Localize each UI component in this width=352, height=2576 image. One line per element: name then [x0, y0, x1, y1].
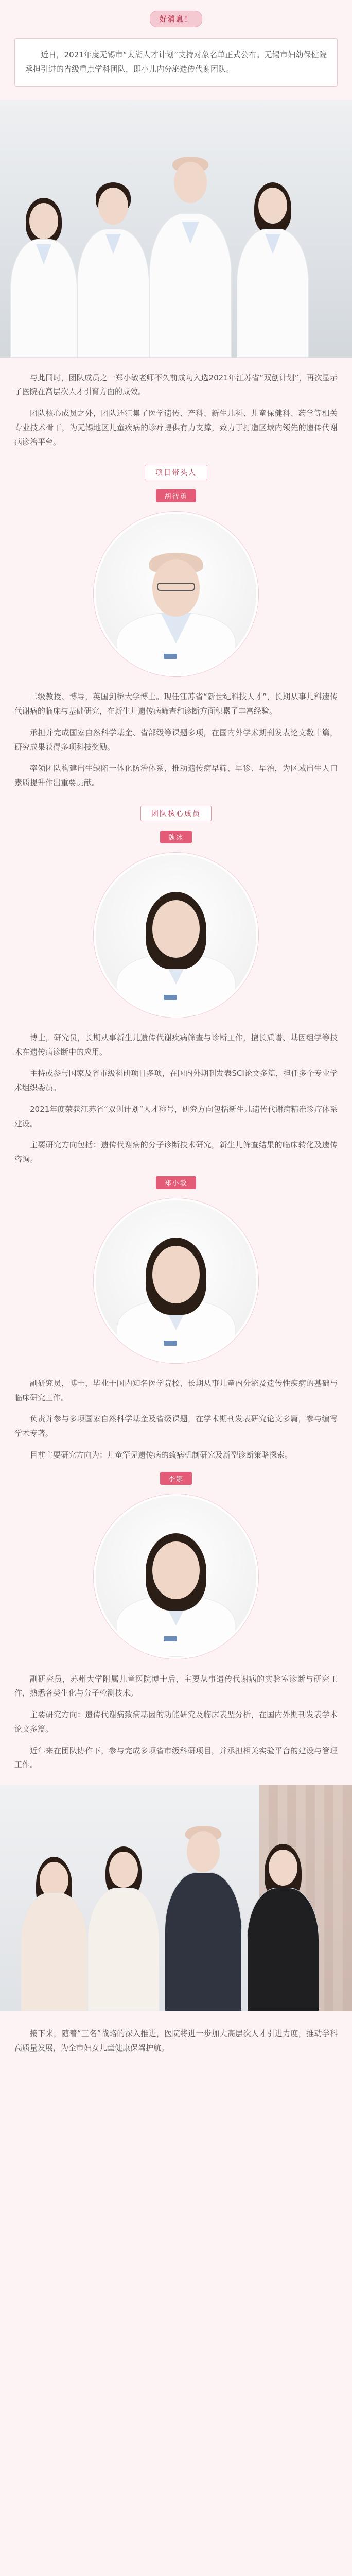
member1-bio-p1: 博士，研究员，长期从事新生儿遗传代谢疾病筛查与诊断工作，擅长质谱、基因组学等技术在遗传病诊断中的应用。	[14, 1032, 338, 1057]
member3-portrait	[94, 1494, 258, 1659]
member1-bio	[14, 1031, 338, 1167]
member3-name-tag: 李娜	[160, 1472, 192, 1485]
member2-bio-p2: 负责并参与多项国家自然科学基金及省级课题，在学术期刊发表研究论文多篇，参与编写学术专著。	[14, 1414, 338, 1438]
member1-bio-p4: 主要研究方向包括：遗传代谢病的分子诊断技术研究，新生儿筛查结果的临床转化及遗传咨询。	[14, 1140, 338, 1164]
team-note: 与此同时，团队成员之一郑小敏老师不久前成功入选2021年江苏省“双创计划”，再次显示了医院在高层次人才引育方面的成效。	[14, 372, 338, 397]
members-section-head	[0, 806, 352, 821]
member1-portrait	[94, 853, 258, 1018]
leader-bio-p1: 二级教授、博导，英国剑桥大学博士。现任江苏省“新世纪科技人才”，长期从事儿科遗传代谢病的临床与基础研究，在新生儿遗传病筛查和诊断方面积累了丰富经验。	[14, 692, 338, 716]
feature-person-1	[21, 1826, 87, 2011]
member1-bio-p2: 主持或参与国家及省市级科研项目多项，在国内外期刊发表SCI论文多篇，担任多个专业学术组织委员。	[14, 1069, 338, 1092]
leader-bio-p2: 承担并完成国家自然科学基金、省部级等课题多项，在国内外学术期刊发表论文数十篇，研究成果获得多项科技奖励。	[14, 727, 338, 752]
team-person-4	[237, 151, 309, 358]
member2-name-tag: 郑小敏	[156, 1176, 196, 1189]
team-group-photo	[0, 100, 352, 358]
intro-paragraph: 近日，2021年度无锡市“太湖人才计划”支持对象名单正式公布。无锡市妇幼保健院承担引进的省级重点学科团队，即小儿内分泌遗传代谢团队。	[25, 50, 327, 74]
intro-pill-wrap	[0, 0, 352, 38]
team-person-2	[77, 151, 149, 358]
feature-person-4	[247, 1816, 319, 2011]
member3-bio	[14, 1672, 338, 1773]
team-note-block	[14, 371, 338, 450]
member1-name-tag: 魏冰	[160, 831, 192, 843]
members-section-title: 团队核心成员	[140, 806, 212, 821]
member3-bio-p3: 近年来在团队协作下，参与完成多项省市级科研项目，并承担相关实验平台的建设与管理工作。	[14, 1745, 338, 1770]
leader-section-head	[0, 465, 352, 480]
leader-bio-p3: 率领团队构建出生缺陷一体化防治体系，推动遗传病早筛、早诊、早治，为区域出生人口素质提升作出重要贡献。	[14, 764, 338, 787]
team-person-1	[10, 162, 77, 358]
member2-portrait	[94, 1198, 258, 1363]
team-desc: 团队核心成员之外，团队还汇集了医学遗传、产科、新生儿科、儿童保健科、药学等相关专业技术骨干，为无锡地区儿童疾病的诊疗提供有力支撑，致力于打造区域内领先的遗传代谢病诊治平台。	[14, 409, 338, 447]
closing-block	[14, 2027, 338, 2056]
closing-paragraph: 接下来，随着“三名”战略的深入推进，医院将进一步加大高层次人才引进力度，推动学科高质量发展，为全市妇女儿童健康保驾护航。	[14, 2029, 338, 2053]
leader-portrait	[94, 512, 258, 676]
team-feature-photo	[0, 1785, 352, 2011]
member2-bio	[14, 1377, 338, 1463]
good-news-pill: 好消息！	[150, 11, 202, 27]
leader-name-tag: 胡智勇	[156, 489, 196, 502]
member3-bio-p1: 副研究员，苏州大学附属儿童医院博士后，主要从事遗传代谢病的实验室诊断与研究工作，熟悉各类生化与分子检测技术。	[14, 1674, 338, 1698]
leader-bio	[14, 690, 338, 790]
feature-person-2	[87, 1816, 160, 2011]
intro-card	[14, 38, 338, 87]
team-person-3	[149, 136, 232, 358]
member3-bio-p2: 主要研究方向：遗传代谢病致病基因的功能研究及临床表型分析，在国内外期刊发表学术论文多篇。	[14, 1710, 338, 1734]
member2-bio-p3: 目前主要研究方向为：儿童罕见遗传病的致病机制研究及新型诊断策略探索。	[30, 1450, 293, 1460]
feature-person-3	[165, 1805, 242, 2011]
leader-section-title: 项目带头人	[145, 465, 207, 480]
member2-bio-p1: 副研究员，博士，毕业于国内知名医学院校，长期从事儿童内分泌及遗传性疾病的基础与临床研究工作。	[14, 1378, 338, 1402]
member1-bio-p3: 2021年度荣获江苏省“双创计划”人才称号，研究方向包括新生儿遗传代谢病精准诊疗体系建设。	[14, 1104, 338, 1128]
